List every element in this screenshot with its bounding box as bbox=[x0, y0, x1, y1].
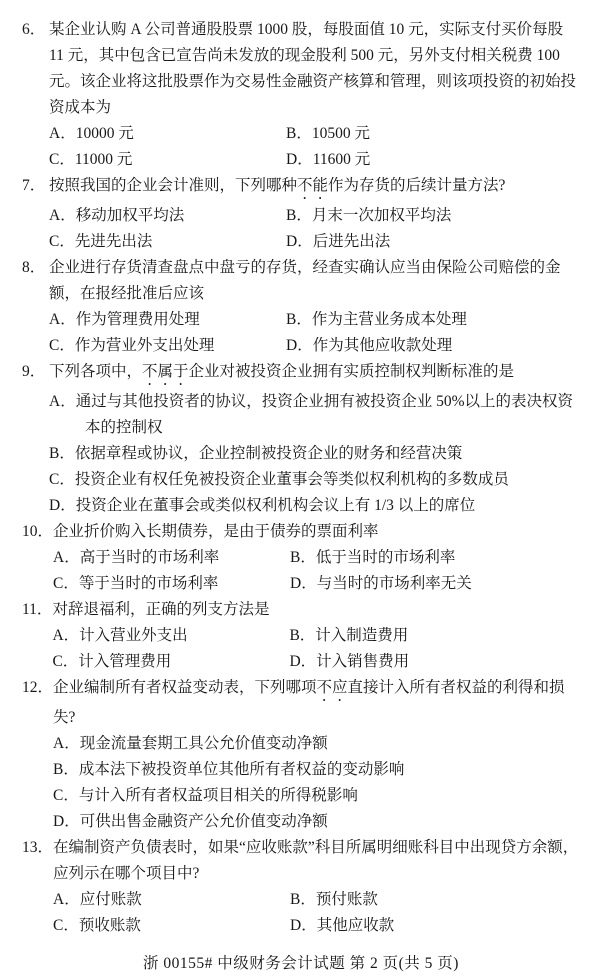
question-stem bbox=[53, 519, 580, 545]
option-C: C．与计入所有者权益项目相关的所得税影响 bbox=[53, 787, 358, 804]
question-10 bbox=[22, 519, 580, 597]
options bbox=[49, 121, 580, 173]
option-row bbox=[49, 307, 580, 333]
option-B: B．10500 元 bbox=[286, 125, 370, 142]
option-row bbox=[53, 545, 580, 571]
question-number: 10． bbox=[22, 523, 54, 540]
question-body bbox=[53, 835, 580, 939]
option-A: A．高于当时的市场利率 bbox=[53, 549, 220, 566]
question-7 bbox=[22, 173, 580, 255]
page-footer-text: 浙 00155# 中级财务会计试题 第 2 页(共 5 页) bbox=[143, 955, 459, 972]
question-number: 9． bbox=[22, 363, 46, 380]
option-row bbox=[53, 887, 580, 913]
option-row bbox=[49, 203, 580, 229]
question-9 bbox=[22, 359, 580, 519]
option-A: A．作为管理费用处理 bbox=[49, 311, 200, 328]
option-B: B．成本法下被投资单位其他所有者权益的变动影响 bbox=[53, 761, 405, 778]
option-D: D．与当时的市场利率无关 bbox=[290, 575, 472, 592]
options bbox=[53, 887, 580, 939]
question-number: 13． bbox=[22, 839, 54, 856]
option-C: C．等于当时的市场利率 bbox=[53, 575, 219, 592]
option-D: D．后进先出法 bbox=[286, 233, 391, 250]
option-D: D．作为其他应收款处理 bbox=[286, 337, 453, 354]
option-B: B．预付账款 bbox=[290, 891, 378, 908]
stem-text: 企业编制所有者权益变动表，下列哪项 bbox=[53, 679, 317, 696]
option-row bbox=[49, 147, 580, 173]
option-D: D．11600 元 bbox=[286, 151, 371, 168]
option-row bbox=[52, 649, 580, 675]
question-stem bbox=[49, 17, 580, 121]
question-stem bbox=[49, 359, 580, 389]
options bbox=[49, 203, 580, 255]
question-body bbox=[53, 519, 580, 597]
option-C: C．预收账款 bbox=[53, 917, 141, 934]
stem-text: 企业折价购入长期债券，是由于债券的票面利率 bbox=[53, 523, 379, 540]
question-stem bbox=[52, 597, 580, 623]
question-body bbox=[49, 255, 580, 359]
question-body bbox=[49, 17, 580, 173]
stem-text: 在编制资产负债表时，如果“应收账款”科目所属明细账科目中出现贷方余额，应列示在哪个项目中? bbox=[53, 839, 579, 882]
stem-emphasized-text: 不能 bbox=[297, 177, 329, 194]
question-12 bbox=[22, 675, 580, 835]
question-number: 6． bbox=[22, 21, 46, 38]
question-body bbox=[53, 675, 580, 835]
question-stem bbox=[49, 255, 580, 307]
stem-text: 某企业认购 A 公司普通股股票 1000 股，每股面值 10 元，实际支付买价每股 11 元，其中包含已宣告尚未发放的现金股利 500 元，另外支付相关税费 100 元。该企业将这批股票作为交易性金融资产核算和管理，则该项投资的初始投资成本为 bbox=[49, 21, 577, 116]
option-A: A．通过与其他投资者的协议，投资企业拥有被投资企业 50%以上的表决权资本的控制权 bbox=[49, 393, 573, 436]
question-6 bbox=[22, 17, 580, 173]
option-A: A．计入营业外支出 bbox=[52, 627, 188, 644]
option-B: B．低于当时的市场利率 bbox=[290, 549, 456, 566]
question-number: 7． bbox=[22, 177, 46, 194]
options bbox=[53, 731, 580, 835]
option-row bbox=[53, 913, 580, 939]
option-A: A．应付账款 bbox=[53, 891, 142, 908]
option-C: C．投资企业有权任免被投资企业董事会等类似权利机构的多数成员 bbox=[49, 471, 509, 488]
question-list bbox=[22, 17, 580, 939]
options bbox=[49, 307, 580, 359]
stem-emphasized-text: 不属于 bbox=[142, 363, 189, 380]
question-body bbox=[49, 359, 580, 519]
option-B: B．作为主营业务成本处理 bbox=[286, 311, 467, 328]
options bbox=[53, 545, 580, 597]
option-D: D．可供出售金融资产公允价值变动净额 bbox=[53, 813, 328, 830]
question-8 bbox=[22, 255, 580, 359]
option-row bbox=[53, 571, 580, 597]
question-number: 11． bbox=[22, 601, 53, 618]
option-A: A．现金流量套期工具公允价值变动净额 bbox=[53, 735, 328, 752]
option-D: D．其他应收款 bbox=[290, 917, 395, 934]
stem-text: 作为存货的后续计量方法? bbox=[328, 177, 506, 194]
page-footer bbox=[22, 951, 580, 977]
question-number: 8． bbox=[22, 259, 46, 276]
option-row bbox=[52, 623, 580, 649]
option-row bbox=[49, 333, 580, 359]
option-row bbox=[49, 229, 580, 255]
question-stem bbox=[49, 173, 580, 203]
stem-text: 企业对被投资企业拥有实质控制权判断标准的是 bbox=[188, 363, 515, 380]
question-stem bbox=[53, 835, 580, 887]
stem-text: 下列各项中， bbox=[49, 363, 143, 380]
option-C: C．作为营业外支出处理 bbox=[49, 337, 215, 354]
option-B: B．依据章程或协议，企业控制被投资企业的财务和经营决策 bbox=[49, 445, 463, 462]
option-row bbox=[49, 121, 580, 147]
question-body bbox=[52, 597, 580, 675]
options bbox=[49, 389, 580, 519]
option-C: C．11000 元 bbox=[49, 151, 133, 168]
option-C: C．计入管理费用 bbox=[52, 653, 172, 670]
question-body bbox=[49, 173, 580, 255]
option-A: A．移动加权平均法 bbox=[49, 207, 185, 224]
stem-text: 直接计入所有者权益的利得和损失? bbox=[53, 679, 565, 726]
option-B: B．月末一次加权平均法 bbox=[286, 207, 452, 224]
options bbox=[52, 623, 580, 675]
option-B: B．计入制造费用 bbox=[289, 627, 409, 644]
option-C: C．先进先出法 bbox=[49, 233, 153, 250]
stem-emphasized-text: 不应 bbox=[316, 679, 348, 696]
option-D: D．投资企业在董事会或类似权利机构会议上有 1/3 以上的席位 bbox=[49, 497, 476, 514]
stem-text: 企业进行存货清查盘点中盘亏的存货，经查实确认应当由保险公司赔偿的金额，在报经批准后应该 bbox=[49, 259, 561, 302]
question-13 bbox=[22, 835, 580, 939]
stem-text: 按照我国的企业会计准则，下列哪种 bbox=[49, 177, 298, 194]
question-11 bbox=[22, 597, 580, 675]
question-stem bbox=[53, 675, 580, 731]
option-A: A．10000 元 bbox=[49, 125, 134, 142]
stem-text: 对辞退福利，正确的列支方法是 bbox=[52, 601, 270, 618]
option-D: D．计入销售费用 bbox=[289, 653, 410, 670]
question-number: 12． bbox=[22, 679, 54, 696]
